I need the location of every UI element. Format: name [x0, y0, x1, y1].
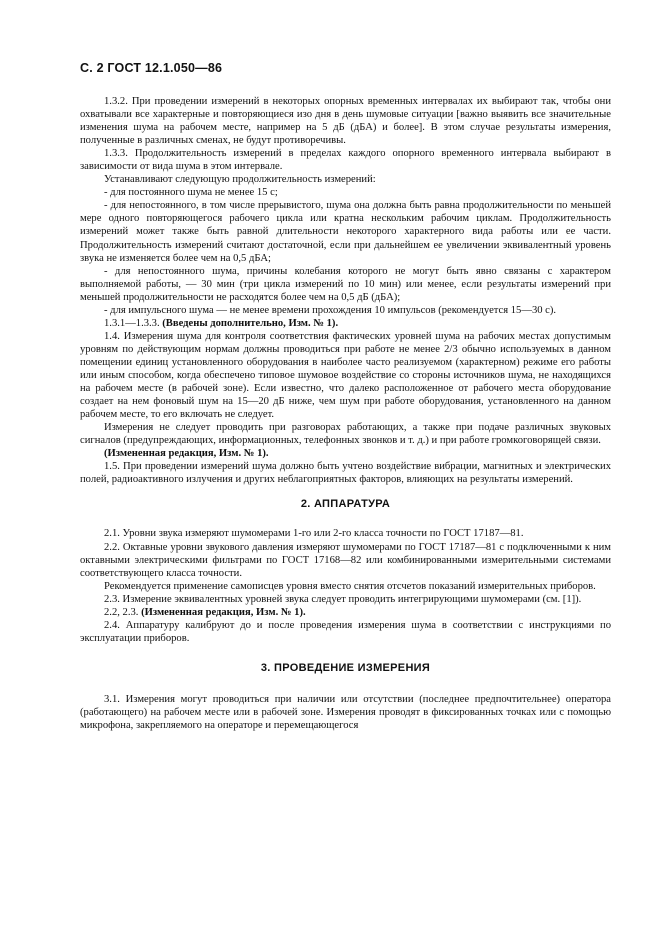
list-item-unrelated-noise: - для непостоянного шума, причины колебания которого не могут быть явно связаны с характером выполняемой работы, — 30 мин (три цикла измерений по 10 мин) или менее, если результаты измерений при меньшей продолжительности не расходятся более чем на 0,5 дБ (дБА); — [80, 265, 611, 303]
paragraph-2-1: 2.1. Уровни звука измеряют шумомерами 1-го или 2-го класса точности по ГОСТ 17187—81. — [104, 528, 524, 540]
amendment-note-2-2-2-3 — [80, 606, 611, 619]
amendment-text: (Введены дополнительно, Изм. № 1). — [162, 317, 339, 329]
page-header: С. 2 ГОСТ 12.1.050—86 — [80, 61, 223, 75]
paragraph-3-1: 3.1. Измерения могут проводиться при наличии или отсутствии (последнее предпочтительнее) оператора (работающего) на рабочем месте или в рабочей зоне. Измерения проводят в фиксированных точках или с помощью микрофона, закрепляемого на операторе и перемещающегося — [80, 693, 611, 732]
list-item-impulse-noise: - для импульсного шума — не менее времени прохождения 10 импульсов (рекомендуется 15—30 с). — [104, 304, 557, 316]
section-title-apparatus: 2. АППАРАТУРА — [300, 498, 391, 511]
paragraph-1-5: 1.5. При проведении измерений шума должно быть учтено воздействие вибрации, магнитных и электрических полей, радиоактивного излучения и других неблагоприятных факторов, влияющих на результаты измерений. — [80, 461, 611, 486]
amendment-ref: 2.2, 2.3. — [104, 606, 139, 618]
section-title-measurement: 3. ПРОВЕДЕНИЕ ИЗМЕРЕНИЯ — [260, 661, 431, 674]
paragraph-1-3-2: 1.3.2. При проведении измерений в некоторых опорных временных интервалах их выбирают так, чтобы они охватывали все характерные и повторяющиеся изо дня в день шумовые ситуации [важно выявить все значительные изменения шума на рабочем месте, например на 5 дБ (дБА) и более]. В этом случае результаты измерения, полученные в различных сменах, не будут противоречивы. — [80, 96, 611, 147]
paragraph-1-4: 1.4. Измерения шума для контроля соответствия фактических уровней шума на рабочих местах допустимым уровням по действующим нормам должны проводиться при работе не менее 2/3 обычно используемых в данном помещении единиц установленного оборудования в наиболее часто реализуемом (характерном) режиме его работы или иным способом, когда обеспечено типовое шумовое воздействие со стороны источников шума, не находящихся на рабочем месте (в рабочей зоне). Если известно, что далеко расположенное от рабочего места оборудование создает на нем фоновый шум на 15—20 дБ ниже, чем шум при работе оборудования, установленного на данном рабочем месте, то его включать не следует. — [80, 330, 611, 421]
amendment-note-1-4: (Измененная редакция, Изм. № 1). — [104, 448, 269, 460]
paragraph-1-3-3-intro: Устанавливают следующую продолжительность измерений: — [104, 174, 376, 186]
paragraph-1-4-note: Измерения не следует проводить при разговорах работающих, а также при подаче различных звуковых сигналов (предупреждающих, информационных, телефонных звонков и т. д.) и при работе громкоговорящей связи. — [80, 422, 611, 447]
amendment-text: (Измененная редакция, Изм. № 1). — [141, 606, 306, 618]
list-item-nonconstant-noise: - для непостоянного, в том числе прерывистого, шума она должна быть равна продолжительности по меньшей мере одного повторяющегося рабочего цикла или кратна нескольким рабочим циклам. Продолжительность измерений может также быть равной длительности некоторого характерного вида работы или ее части. Продолжительность измерений считают достаточной, если при дальнейшем ее увеличении эквивалентный уровень звука не изменяется более чем на 0,5 дБА; — [80, 200, 611, 264]
paragraph-2-3: 2.3. Измерение эквивалентных уровней звука следует проводить интегрирующими шумомерами (см. [1]). — [104, 593, 582, 605]
list-item-constant-noise: - для постоянного шума не менее 15 с; — [104, 187, 278, 199]
amendment-note-1-3 — [80, 317, 611, 330]
paragraph-2-2-note: Рекомендуется применение самописцев уровня вместо снятия отсчетов показаний измерительных приборов. — [104, 580, 596, 592]
amendment-ref: 1.3.1—1.3.3. — [104, 317, 160, 329]
document-body — [80, 95, 611, 732]
paragraph-2-4: 2.4. Аппаратуру калибруют до и после проведения измерения шума в соответствии с инструкциями по эксплуатации приборов. — [80, 619, 611, 644]
paragraph-1-3-3: 1.3.3. Продолжительность измерений в пределах каждого опорного временного интервала выбирают в зависимости от вида шума в этом интервале. — [80, 148, 611, 173]
paragraph-2-2: 2.2. Октавные уровни звукового давления измеряют шумомерами по ГОСТ 17187—81 с подключенными к ним октавными электрическими фильтрами по ГОСТ 17168—82 или комбинированными измерительными системами соответствующего класса точности. — [80, 541, 611, 579]
